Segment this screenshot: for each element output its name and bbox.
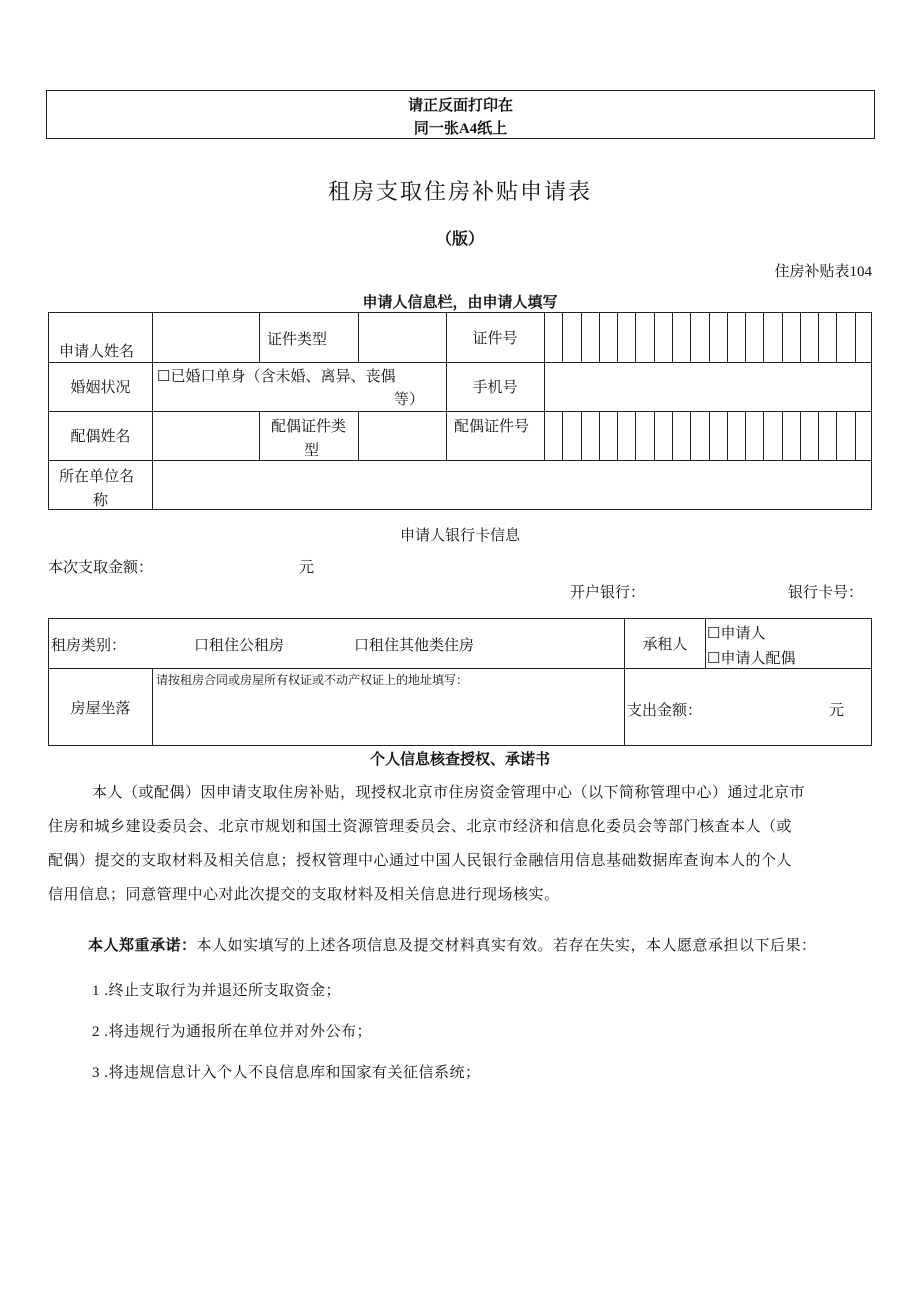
- digit-box-divider: [800, 411, 801, 460]
- digit-box-divider: [727, 313, 728, 362]
- pledge-text: 本人如实填写的上述各项信息及提交材料真实有效。若存在失实，本人愿意承担以下后果：: [196, 938, 817, 954]
- print-notice-box: [46, 90, 875, 139]
- address-input[interactable]: [154, 689, 622, 745]
- bank-heading: 申请人银行卡信息: [399, 528, 520, 544]
- digit-box-divider: [836, 313, 837, 362]
- spouse-id-no-label: 配偶证件号: [454, 419, 530, 435]
- applicant-name-input[interactable]: [153, 313, 258, 361]
- digit-box-divider: [690, 411, 691, 460]
- rental-table: [48, 618, 872, 746]
- digit-box-divider: [654, 313, 655, 362]
- expense-unit: 元: [829, 703, 845, 719]
- id-type-label: 证件类型: [267, 332, 328, 348]
- digit-box-divider: [782, 411, 783, 460]
- pledge: [88, 931, 888, 961]
- consequence-item-2: 2 .将违规行为通报所在单位并对外公布；: [92, 1024, 373, 1040]
- authorization-heading: 个人信息核查授权、承诺书: [369, 752, 550, 768]
- spouse-id-type-input[interactable]: [360, 412, 445, 459]
- lessee-applicant[interactable]: ☐申请人: [707, 626, 766, 642]
- marital-options[interactable]: ☐已婚口单身（含未婚、离异、丧偶: [157, 369, 396, 385]
- lessee-label: 承租人: [642, 637, 688, 653]
- digit-box-divider: [855, 411, 856, 460]
- digit-box-divider: [800, 313, 801, 362]
- lessee-spouse[interactable]: ☐申请人配偶: [707, 651, 796, 667]
- spouse-id-type-label: 配偶证件类: [271, 419, 347, 435]
- spouse-name-input[interactable]: [153, 412, 258, 459]
- notice-line2: 同一张A4纸上: [413, 121, 508, 137]
- spouse-id-number-boxes[interactable]: [544, 411, 873, 460]
- authorization-line1: 本人（或配偶）因申请支取住房补贴，现授权北京市住房资金管理中心（以下简称管理中心）通过北京市: [92, 785, 806, 801]
- amount-unit: 元: [299, 560, 315, 576]
- digit-box-divider: [617, 313, 618, 362]
- digit-box-divider: [672, 411, 673, 460]
- phone-input[interactable]: [546, 363, 872, 410]
- digit-box-divider: [763, 313, 764, 362]
- digit-box-divider: [818, 411, 819, 460]
- address-hint: 请按租房合同或房屋所有权证或不动产权证上的地址填写：: [156, 673, 469, 687]
- digit-box-divider: [654, 411, 655, 460]
- digit-box-divider: [562, 313, 563, 362]
- marital-options-cont: 等）: [394, 392, 425, 408]
- id-number-boxes[interactable]: [544, 313, 873, 362]
- digit-box-divider: [690, 313, 691, 362]
- rental-type-label: 租房类别：: [51, 638, 127, 654]
- form-code: 住房补贴表104: [774, 264, 872, 280]
- id-no-label: 证件号: [472, 331, 518, 347]
- applicant-section-heading: 申请人信息栏，由申请人填写: [362, 295, 558, 311]
- consequence-item-1: 1 .终止支取行为并退还所支取资金；: [92, 983, 342, 999]
- digit-box-divider: [562, 411, 563, 460]
- digit-box-divider: [745, 411, 746, 460]
- address-label: 房屋坐落: [70, 700, 131, 717]
- authorization-line4: 信用信息；同意管理中心对此次提交的支取材料及相关信息进行现场核实。: [48, 887, 560, 903]
- digit-box-divider: [581, 313, 582, 362]
- employer-label: 所在单位名: [59, 469, 135, 485]
- digit-box-divider: [635, 411, 636, 460]
- digit-box-divider: [635, 313, 636, 362]
- digit-box-divider: [709, 313, 710, 362]
- digit-box-divider: [818, 313, 819, 362]
- pledge-label: 本人郑重承诺：: [88, 938, 197, 954]
- digit-box-divider: [836, 411, 837, 460]
- amount-label: 本次支取金额：: [48, 560, 154, 576]
- id-type-input[interactable]: [360, 313, 445, 361]
- rental-type-public[interactable]: 口租住公租房: [194, 638, 285, 654]
- consequence-item-3: 3 .将违规信息计入个人不良信息库和国家有关征信系统；: [92, 1065, 481, 1081]
- employer-input[interactable]: [154, 461, 872, 509]
- spouse-name-label: 配偶姓名: [70, 429, 131, 445]
- digit-box-divider: [727, 411, 728, 460]
- marital-label: 婚姻状况: [70, 380, 131, 396]
- digit-box-divider: [782, 313, 783, 362]
- spouse-id-type-label-cont: 型: [304, 443, 320, 459]
- digit-box-divider: [599, 411, 600, 460]
- digit-box-divider: [672, 313, 673, 362]
- digit-box-divider: [763, 411, 764, 460]
- phone-label: 手机号: [472, 380, 518, 396]
- authorization-line2: 住房和城乡建设委员会、北京市规划和国土资源管理委员会、北京市经济和信息化委员会等部门核查本人（或: [48, 819, 793, 835]
- page-title: 租房支取住房补贴申请表: [327, 179, 592, 204]
- expense-label: 支出金额：: [627, 703, 703, 719]
- digit-box-divider: [709, 411, 710, 460]
- edition: （版）: [435, 231, 484, 248]
- card-label: 银行卡号：: [788, 585, 864, 601]
- digit-box-divider: [581, 411, 582, 460]
- employer-label-cont: 称: [93, 493, 109, 509]
- applicant-table: [48, 312, 872, 510]
- digit-box-divider: [599, 313, 600, 362]
- digit-box-divider: [855, 313, 856, 362]
- rental-type-other[interactable]: 口租住其他类住房: [354, 638, 475, 654]
- authorization-line3: 配偶）提交的支取材料及相关信息；授权管理中心通过中国人民银行金融信用信息基础数据库查询本人的个人: [48, 853, 793, 869]
- applicant-name-label: 申请人姓名: [59, 344, 135, 360]
- bank-label: 开户银行：: [570, 585, 646, 601]
- notice-line1: 请正反面打印在: [407, 98, 513, 114]
- digit-box-divider: [617, 411, 618, 460]
- digit-box-divider: [745, 313, 746, 362]
